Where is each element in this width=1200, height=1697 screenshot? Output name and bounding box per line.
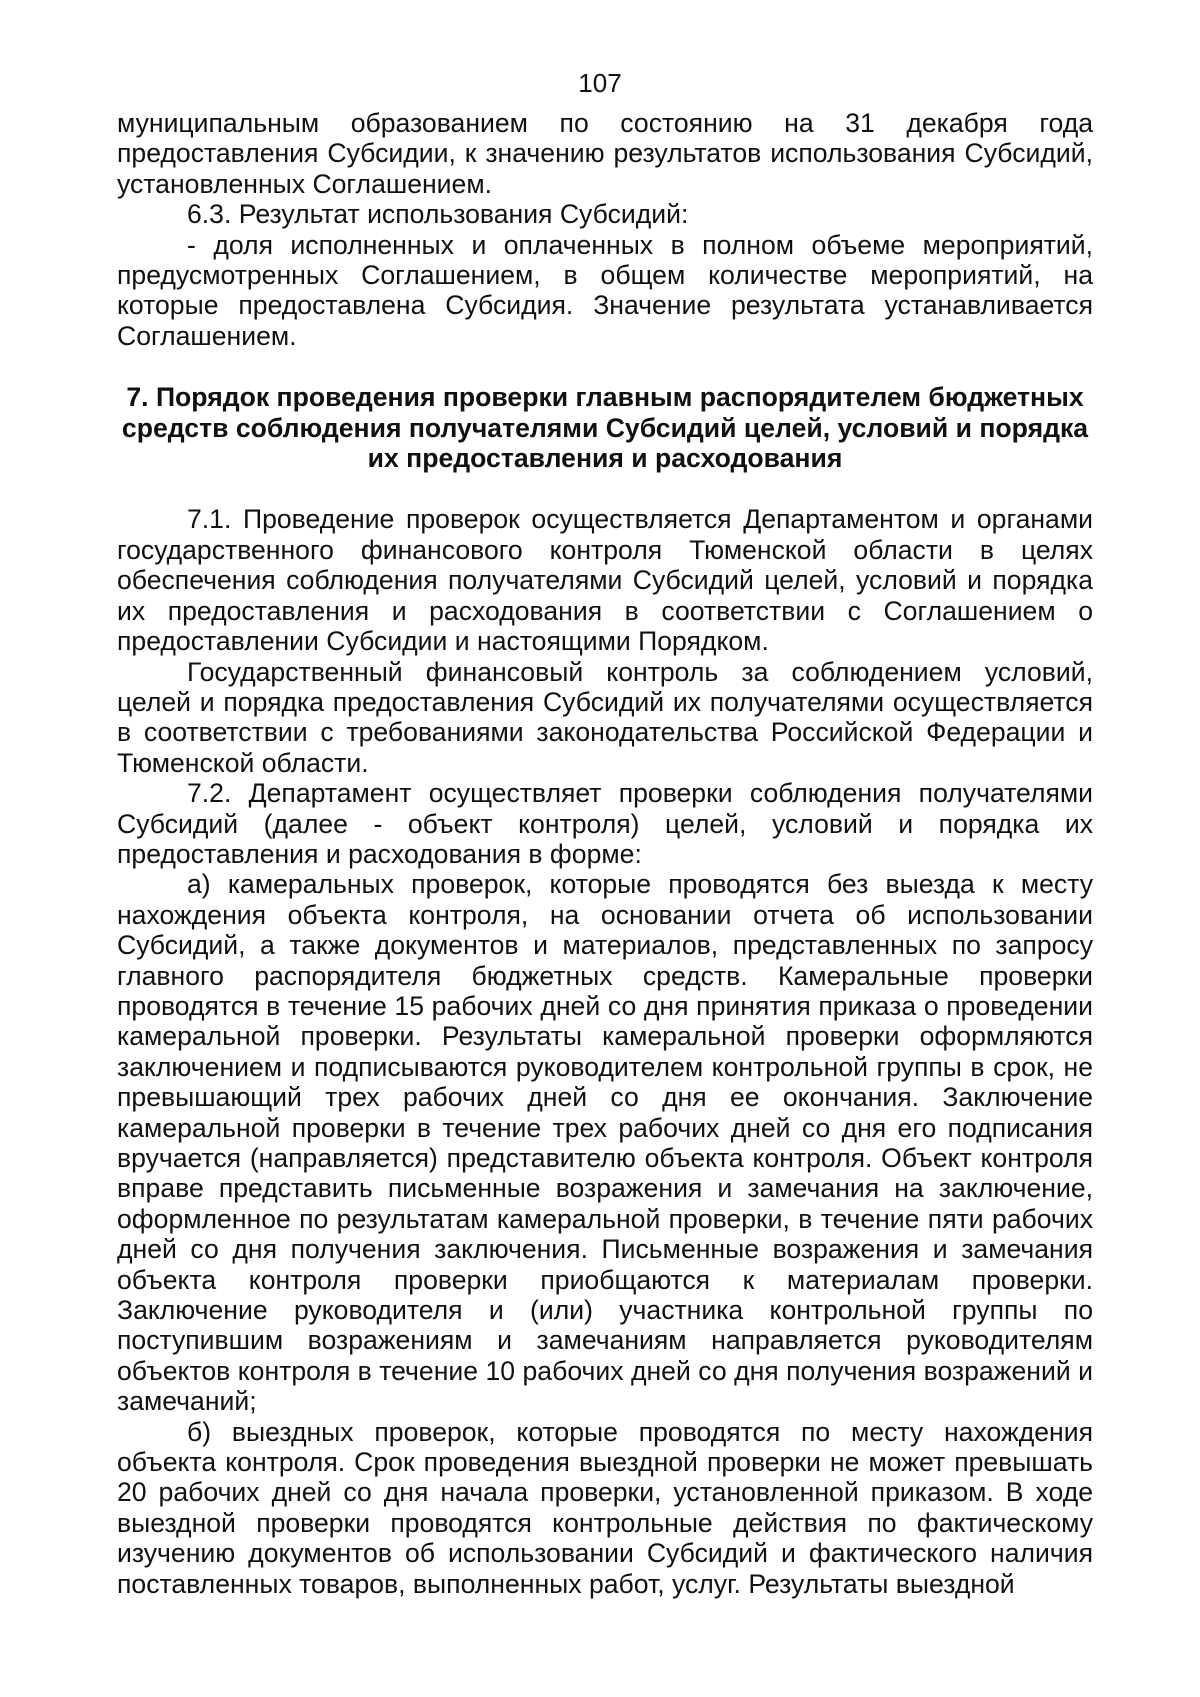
paragraph-item-a: а) камеральных проверок, которые проводятся без выезда к месту нахождения объекта контроля, на основании отчета об использовании Субсидий, а также документов и материалов, представленных по запросу главного распорядителя бюджетных средств. Камеральные проверки проводятся в течение 15 рабочих дней со дня принятия приказа о проведении камеральной проверки. Результаты камеральной проверки оформляются заключением и подписываются руководителем контрольной группы в срок, не превышающий трех рабочих дней со дня ее окончания. Заключение камеральной проверки в течение трех рабочих дней со дня его подписания вручается (направляется) представителю объекта контроля. Объект контроля вправе представить письменные возражения и замечания на заключение, оформленное по результатам камеральной проверки, в течение пяти рабочих дней со дня получения заключения. Письменные возражения и замечания объекта контроля проверки приобщаются к материалам проверки. Заключение руководителя и (или) участника контрольной группы по поступившим возражениям и замечаниям направляется руководителям объектов контроля в течение 10 рабочих дней со дня получения возражений и замечаний;	[117, 869, 1093, 1417]
paragraph: - доля исполненных и оплаченных в полном объеме мероприятий, предусмотренных Соглашением, в общем количестве мероприятий, на которые предоставлена Субсидия. Значение результата устанавливается Соглашением.	[117, 229, 1093, 351]
paragraph-item-b: б) выездных проверок, которые проводятся по месту нахождения объекта контроля. Срок проведения выездной проверки не может превышать 20 рабочих дней со дня начала проверки, установленной приказом. В ходе выездной проверки проводятся контрольные действия по фактическому изучению документов об использовании Субсидий и фактического наличия поставленных товаров, выполненных работ, услуг. Результаты выездной	[117, 1416, 1093, 1599]
paragraphs-after-section	[117, 504, 1093, 1599]
paragraph-7-2: 7.2. Департамент осуществляет проверки соблюдения получателями Субсидий (далее - объект контроля) целей, условий и порядка их предоставления и расходования в форме:	[117, 778, 1093, 869]
paragraph: муниципальным образованием по состоянию на 31 декабря года предоставления Субсидии, к значению результатов использования Субсидий, установленных Соглашением.	[117, 108, 1093, 199]
paragraph-6-3: 6.3. Результат использования Субсидий:	[187, 199, 689, 230]
paragraph: Государственный финансовый контроль за соблюдением условий, целей и порядка предоставления Субсидий их получателями осуществляется в соответствии с требованиями законодательства Российской Федерации и Тюменской области.	[117, 656, 1093, 778]
document-body	[117, 108, 1093, 1599]
section-title: 7. Порядок проведения проверки главным распорядителем бюджетных средств соблюдения получателями Субсидий целей, условий и порядка их предоставления и расходования	[121, 382, 1089, 474]
paragraph-7-1: 7.1. Проведение проверок осуществляется Департаментом и органами государственного финансового контроля Тюменской области в целях обеспечения соблюдения получателями Субсидий целей, условий и порядка их предоставления и расходования в соответствии с Соглашением о предоставлении Субсидии и настоящими Порядком.	[117, 504, 1093, 657]
paragraphs-before-section	[117, 108, 1093, 351]
page-number: 107	[578, 68, 622, 98]
